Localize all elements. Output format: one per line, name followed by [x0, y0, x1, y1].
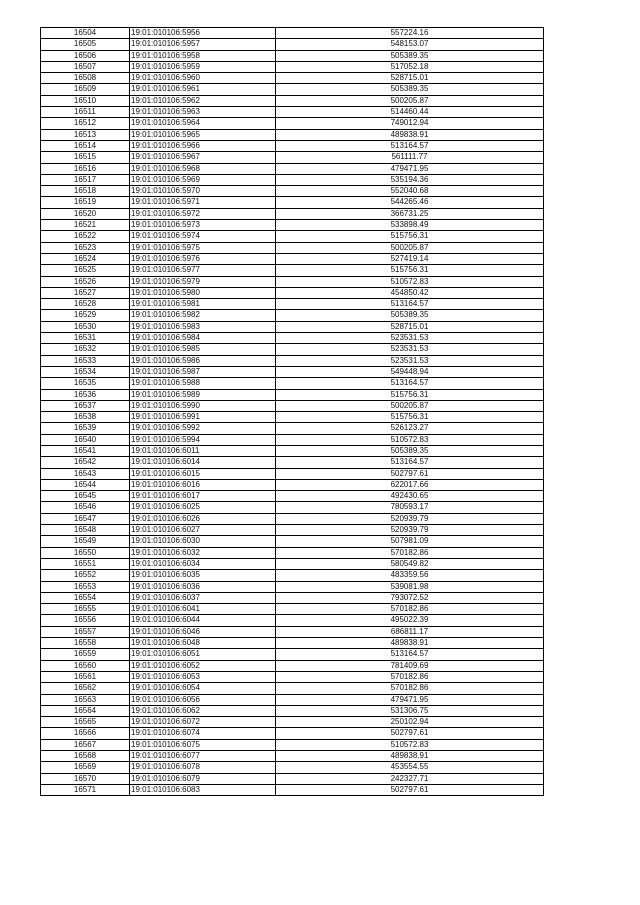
cadastral-number-cell: 19:01:010106:5956	[130, 28, 276, 39]
value-cell: 523531.53	[276, 333, 544, 344]
table-row	[41, 333, 544, 344]
table-row	[41, 378, 544, 389]
table-row	[41, 423, 544, 434]
table-row	[41, 95, 544, 106]
cadastral-number-cell: 19:01:010106:5988	[130, 378, 276, 389]
value-cell: 515756.31	[276, 412, 544, 423]
row-number-cell: 16547	[41, 513, 130, 524]
cadastral-number-cell: 19:01:010106:5971	[130, 197, 276, 208]
value-cell: 505389.35	[276, 84, 544, 95]
cadastral-number-cell: 19:01:010106:5979	[130, 276, 276, 287]
cadastral-number-cell: 19:01:010106:5994	[130, 434, 276, 445]
value-cell: 250102.94	[276, 717, 544, 728]
row-number-cell: 16514	[41, 140, 130, 151]
row-number-cell: 16569	[41, 762, 130, 773]
cadastral-number-cell: 19:01:010106:6044	[130, 615, 276, 626]
row-number-cell: 16555	[41, 604, 130, 615]
row-number-cell: 16505	[41, 39, 130, 50]
row-number-cell: 16523	[41, 242, 130, 253]
value-cell: 513164.57	[276, 299, 544, 310]
table-row	[41, 536, 544, 547]
row-number-cell: 16557	[41, 626, 130, 637]
row-number-cell: 16560	[41, 660, 130, 671]
document-page	[40, 27, 543, 796]
table-row	[41, 50, 544, 61]
table-row	[41, 73, 544, 84]
table-row	[41, 107, 544, 118]
cadastral-number-cell: 19:01:010106:5957	[130, 39, 276, 50]
cadastral-number-cell: 19:01:010106:6048	[130, 638, 276, 649]
cadastral-number-cell: 19:01:010106:5963	[130, 107, 276, 118]
value-cell: 489838.91	[276, 129, 544, 140]
row-number-cell: 16524	[41, 253, 130, 264]
value-cell: 528715.01	[276, 321, 544, 332]
value-cell: 527419.14	[276, 253, 544, 264]
table-row	[41, 784, 544, 795]
table-row	[41, 186, 544, 197]
value-cell: 570182.86	[276, 604, 544, 615]
cadastral-number-cell: 19:01:010106:6074	[130, 728, 276, 739]
table-body	[41, 28, 544, 796]
cadastral-number-cell: 19:01:010106:6027	[130, 525, 276, 536]
value-cell: 510572.83	[276, 434, 544, 445]
value-cell: 622017.66	[276, 479, 544, 490]
cadastral-number-cell: 19:01:010106:6015	[130, 468, 276, 479]
row-number-cell: 16512	[41, 118, 130, 129]
table-row	[41, 626, 544, 637]
value-cell: 483359.56	[276, 570, 544, 581]
value-cell: 515756.31	[276, 231, 544, 242]
table-row	[41, 118, 544, 129]
table-row	[41, 592, 544, 603]
row-number-cell: 16564	[41, 705, 130, 716]
row-number-cell: 16518	[41, 186, 130, 197]
table-row	[41, 389, 544, 400]
table-row	[41, 445, 544, 456]
value-cell: 526123.27	[276, 423, 544, 434]
row-number-cell: 16525	[41, 265, 130, 276]
table-row	[41, 129, 544, 140]
value-cell: 780593.17	[276, 502, 544, 513]
value-cell: 514460.44	[276, 107, 544, 118]
row-number-cell: 16554	[41, 592, 130, 603]
table-row	[41, 220, 544, 231]
row-number-cell: 16546	[41, 502, 130, 513]
value-cell: 513164.57	[276, 378, 544, 389]
cadastral-number-cell: 19:01:010106:5984	[130, 333, 276, 344]
cadastral-number-cell: 19:01:010106:6054	[130, 683, 276, 694]
table-row	[41, 355, 544, 366]
cadastral-number-cell: 19:01:010106:5989	[130, 389, 276, 400]
cadastral-number-cell: 19:01:010106:5985	[130, 344, 276, 355]
cadastral-number-cell: 19:01:010106:5973	[130, 220, 276, 231]
row-number-cell: 16548	[41, 525, 130, 536]
value-cell: 366731.25	[276, 208, 544, 219]
row-number-cell: 16562	[41, 683, 130, 694]
value-cell: 513164.57	[276, 649, 544, 660]
value-cell: 454850.42	[276, 287, 544, 298]
row-number-cell: 16570	[41, 773, 130, 784]
row-number-cell: 16567	[41, 739, 130, 750]
value-cell: 500205.87	[276, 242, 544, 253]
row-number-cell: 16532	[41, 344, 130, 355]
value-cell: 502797.61	[276, 468, 544, 479]
table-row	[41, 728, 544, 739]
cadastral-number-cell: 19:01:010106:5980	[130, 287, 276, 298]
table-row	[41, 140, 544, 151]
cadastral-number-cell: 19:01:010106:5969	[130, 174, 276, 185]
value-cell: 570182.86	[276, 547, 544, 558]
row-number-cell: 16545	[41, 491, 130, 502]
cadastral-number-cell: 19:01:010106:6032	[130, 547, 276, 558]
value-cell: 580549.82	[276, 558, 544, 569]
cadastral-number-cell: 19:01:010106:6030	[130, 536, 276, 547]
row-number-cell: 16549	[41, 536, 130, 547]
value-cell: 479471.95	[276, 163, 544, 174]
row-number-cell: 16511	[41, 107, 130, 118]
value-cell: 793072.52	[276, 592, 544, 603]
table-row	[41, 705, 544, 716]
table-row	[41, 344, 544, 355]
value-cell: 528715.01	[276, 73, 544, 84]
cadastral-number-cell: 19:01:010106:5958	[130, 50, 276, 61]
cadastral-number-cell: 19:01:010106:5992	[130, 423, 276, 434]
cadastral-number-cell: 19:01:010106:5983	[130, 321, 276, 332]
table-row	[41, 694, 544, 705]
table-row	[41, 28, 544, 39]
cadastral-number-cell: 19:01:010106:5972	[130, 208, 276, 219]
cadastral-number-cell: 19:01:010106:5959	[130, 61, 276, 72]
table-row	[41, 242, 544, 253]
row-number-cell: 16568	[41, 751, 130, 762]
row-number-cell: 16540	[41, 434, 130, 445]
value-cell: 510572.83	[276, 276, 544, 287]
table-row	[41, 615, 544, 626]
row-number-cell: 16538	[41, 412, 130, 423]
value-cell: 492430.65	[276, 491, 544, 502]
row-number-cell: 16537	[41, 400, 130, 411]
cadastral-number-cell: 19:01:010106:5977	[130, 265, 276, 276]
value-cell: 489838.91	[276, 751, 544, 762]
value-cell: 500205.87	[276, 400, 544, 411]
table-row	[41, 434, 544, 445]
table-row	[41, 400, 544, 411]
table-row	[41, 84, 544, 95]
row-number-cell: 16552	[41, 570, 130, 581]
row-number-cell: 16517	[41, 174, 130, 185]
value-cell: 535194.36	[276, 174, 544, 185]
cadastral-number-cell: 19:01:010106:5964	[130, 118, 276, 129]
table-row	[41, 581, 544, 592]
row-number-cell: 16528	[41, 299, 130, 310]
table-row	[41, 152, 544, 163]
table-row	[41, 174, 544, 185]
cadastral-number-cell: 19:01:010106:5960	[130, 73, 276, 84]
row-number-cell: 16571	[41, 784, 130, 795]
table-row	[41, 649, 544, 660]
table-row	[41, 265, 544, 276]
cadastral-number-cell: 19:01:010106:6062	[130, 705, 276, 716]
cadastral-number-cell: 19:01:010106:6026	[130, 513, 276, 524]
row-number-cell: 16550	[41, 547, 130, 558]
value-cell: 548153.07	[276, 39, 544, 50]
value-cell: 749012.94	[276, 118, 544, 129]
table-row	[41, 717, 544, 728]
value-cell: 515756.31	[276, 265, 544, 276]
table-row	[41, 513, 544, 524]
value-cell: 505389.35	[276, 445, 544, 456]
table-row	[41, 468, 544, 479]
row-number-cell: 16506	[41, 50, 130, 61]
row-number-cell: 16541	[41, 445, 130, 456]
value-cell: 549448.94	[276, 366, 544, 377]
cadastral-value-table	[40, 27, 544, 796]
cadastral-number-cell: 19:01:010106:6025	[130, 502, 276, 513]
value-cell: 513164.57	[276, 457, 544, 468]
cadastral-number-cell: 19:01:010106:6046	[130, 626, 276, 637]
value-cell: 502797.61	[276, 784, 544, 795]
row-number-cell: 16508	[41, 73, 130, 84]
value-cell: 520939.79	[276, 513, 544, 524]
table-row	[41, 762, 544, 773]
row-number-cell: 16556	[41, 615, 130, 626]
row-number-cell: 16558	[41, 638, 130, 649]
cadastral-number-cell: 19:01:010106:5962	[130, 95, 276, 106]
cadastral-number-cell: 19:01:010106:6034	[130, 558, 276, 569]
row-number-cell: 16534	[41, 366, 130, 377]
value-cell: 520939.79	[276, 525, 544, 536]
table-row	[41, 638, 544, 649]
value-cell: 489838.91	[276, 638, 544, 649]
cadastral-number-cell: 19:01:010106:6083	[130, 784, 276, 795]
value-cell: 513164.57	[276, 140, 544, 151]
table-row	[41, 491, 544, 502]
table-row	[41, 197, 544, 208]
value-cell: 552040.68	[276, 186, 544, 197]
value-cell: 544265.46	[276, 197, 544, 208]
row-number-cell: 16509	[41, 84, 130, 95]
table-row	[41, 287, 544, 298]
cadastral-number-cell: 19:01:010106:6011	[130, 445, 276, 456]
table-row	[41, 660, 544, 671]
table-row	[41, 671, 544, 682]
table-row	[41, 208, 544, 219]
cadastral-number-cell: 19:01:010106:6052	[130, 660, 276, 671]
cadastral-number-cell: 19:01:010106:6075	[130, 739, 276, 750]
cadastral-number-cell: 19:01:010106:5981	[130, 299, 276, 310]
cadastral-number-cell: 19:01:010106:6037	[130, 592, 276, 603]
table-row	[41, 276, 544, 287]
table-row	[41, 547, 544, 558]
cadastral-number-cell: 19:01:010106:5967	[130, 152, 276, 163]
value-cell: 533898.49	[276, 220, 544, 231]
row-number-cell: 16566	[41, 728, 130, 739]
cadastral-number-cell: 19:01:010106:5975	[130, 242, 276, 253]
table-row	[41, 231, 544, 242]
row-number-cell: 16563	[41, 694, 130, 705]
value-cell: 505389.35	[276, 50, 544, 61]
table-row	[41, 412, 544, 423]
row-number-cell: 16529	[41, 310, 130, 321]
value-cell: 495022.39	[276, 615, 544, 626]
value-cell: 686811.17	[276, 626, 544, 637]
table-row	[41, 739, 544, 750]
cadastral-number-cell: 19:01:010106:5968	[130, 163, 276, 174]
table-row	[41, 525, 544, 536]
row-number-cell: 16559	[41, 649, 130, 660]
value-cell: 515756.31	[276, 389, 544, 400]
value-cell: 507981.09	[276, 536, 544, 547]
value-cell: 781409.69	[276, 660, 544, 671]
row-number-cell: 16527	[41, 287, 130, 298]
row-number-cell: 16533	[41, 355, 130, 366]
row-number-cell: 16519	[41, 197, 130, 208]
cadastral-number-cell: 19:01:010106:5990	[130, 400, 276, 411]
cadastral-number-cell: 19:01:010106:6036	[130, 581, 276, 592]
value-cell: 523531.53	[276, 344, 544, 355]
cadastral-number-cell: 19:01:010106:5986	[130, 355, 276, 366]
cadastral-number-cell: 19:01:010106:6079	[130, 773, 276, 784]
row-number-cell: 16551	[41, 558, 130, 569]
row-number-cell: 16504	[41, 28, 130, 39]
table-row	[41, 310, 544, 321]
cadastral-number-cell: 19:01:010106:6078	[130, 762, 276, 773]
cadastral-number-cell: 19:01:010106:6051	[130, 649, 276, 660]
table-row	[41, 683, 544, 694]
row-number-cell: 16536	[41, 389, 130, 400]
value-cell: 561111.77	[276, 152, 544, 163]
row-number-cell: 16543	[41, 468, 130, 479]
row-number-cell: 16520	[41, 208, 130, 219]
cadastral-number-cell: 19:01:010106:6035	[130, 570, 276, 581]
row-number-cell: 16542	[41, 457, 130, 468]
row-number-cell: 16510	[41, 95, 130, 106]
value-cell: 523531.53	[276, 355, 544, 366]
row-number-cell: 16515	[41, 152, 130, 163]
row-number-cell: 16544	[41, 479, 130, 490]
cadastral-number-cell: 19:01:010106:5966	[130, 140, 276, 151]
cadastral-number-cell: 19:01:010106:6077	[130, 751, 276, 762]
table-row	[41, 604, 544, 615]
value-cell: 500205.87	[276, 95, 544, 106]
row-number-cell: 16565	[41, 717, 130, 728]
row-number-cell: 16553	[41, 581, 130, 592]
value-cell: 502797.61	[276, 728, 544, 739]
cadastral-number-cell: 19:01:010106:5991	[130, 412, 276, 423]
value-cell: 453554.55	[276, 762, 544, 773]
cadastral-number-cell: 19:01:010106:6014	[130, 457, 276, 468]
table-row	[41, 558, 544, 569]
cadastral-number-cell: 19:01:010106:5982	[130, 310, 276, 321]
cadastral-number-cell: 19:01:010106:6072	[130, 717, 276, 728]
table-row	[41, 299, 544, 310]
value-cell: 557224.16	[276, 28, 544, 39]
row-number-cell: 16507	[41, 61, 130, 72]
value-cell: 479471.95	[276, 694, 544, 705]
value-cell: 242327.71	[276, 773, 544, 784]
table-row	[41, 479, 544, 490]
cadastral-number-cell: 19:01:010106:6056	[130, 694, 276, 705]
cadastral-number-cell: 19:01:010106:5970	[130, 186, 276, 197]
cadastral-number-cell: 19:01:010106:5965	[130, 129, 276, 140]
row-number-cell: 16561	[41, 671, 130, 682]
value-cell: 531306.75	[276, 705, 544, 716]
row-number-cell: 16531	[41, 333, 130, 344]
row-number-cell: 16535	[41, 378, 130, 389]
row-number-cell: 16539	[41, 423, 130, 434]
table-row	[41, 570, 544, 581]
value-cell: 510572.83	[276, 739, 544, 750]
table-row	[41, 773, 544, 784]
table-row	[41, 321, 544, 332]
cadastral-number-cell: 19:01:010106:5961	[130, 84, 276, 95]
cadastral-number-cell: 19:01:010106:6016	[130, 479, 276, 490]
value-cell: 539081.98	[276, 581, 544, 592]
table-row	[41, 61, 544, 72]
table-row	[41, 502, 544, 513]
row-number-cell: 16530	[41, 321, 130, 332]
value-cell: 570182.86	[276, 671, 544, 682]
cadastral-number-cell: 19:01:010106:5976	[130, 253, 276, 264]
value-cell: 517052.18	[276, 61, 544, 72]
table-row	[41, 253, 544, 264]
row-number-cell: 16521	[41, 220, 130, 231]
row-number-cell: 16526	[41, 276, 130, 287]
table-row	[41, 366, 544, 377]
table-row	[41, 163, 544, 174]
value-cell: 505389.35	[276, 310, 544, 321]
cadastral-number-cell: 19:01:010106:5974	[130, 231, 276, 242]
row-number-cell: 16513	[41, 129, 130, 140]
table-row	[41, 751, 544, 762]
row-number-cell: 16516	[41, 163, 130, 174]
value-cell: 570182.86	[276, 683, 544, 694]
cadastral-number-cell: 19:01:010106:6017	[130, 491, 276, 502]
cadastral-number-cell: 19:01:010106:6053	[130, 671, 276, 682]
cadastral-number-cell: 19:01:010106:5987	[130, 366, 276, 377]
row-number-cell: 16522	[41, 231, 130, 242]
table-row	[41, 457, 544, 468]
cadastral-number-cell: 19:01:010106:6041	[130, 604, 276, 615]
table-row	[41, 39, 544, 50]
